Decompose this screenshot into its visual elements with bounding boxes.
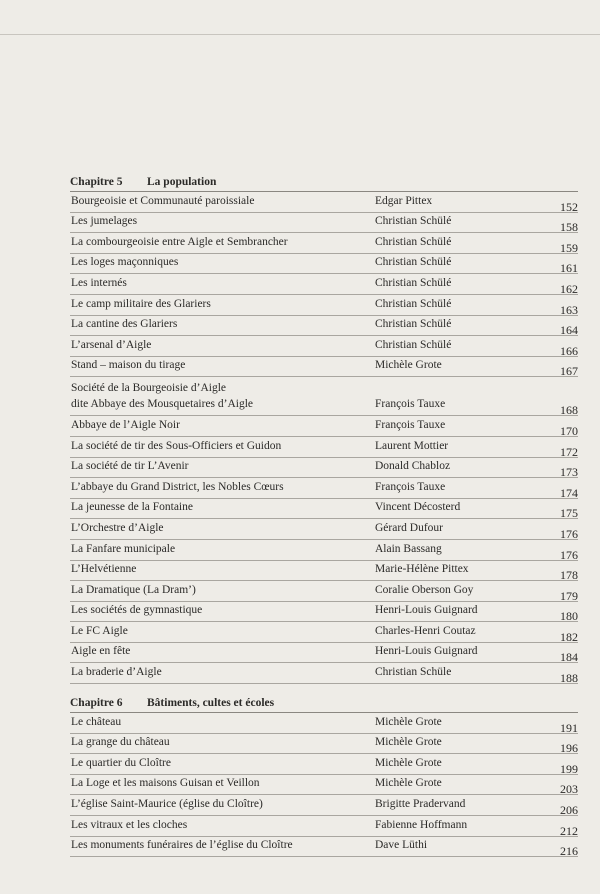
- entry-author: François Tauxe: [375, 480, 446, 493]
- entry-author: Charles-Henri Coutaz: [375, 624, 476, 637]
- entry-title: L’Orchestre d’Aigle: [71, 521, 164, 534]
- entry-title: Le quartier du Cloître: [71, 756, 171, 769]
- entry-page-number: 167: [560, 364, 578, 379]
- entry-page-number: 176: [560, 526, 578, 541]
- toc-entry: [70, 437, 578, 458]
- toc-entry: [70, 274, 578, 295]
- entry-page-number: 162: [560, 281, 578, 296]
- toc-entry: [70, 663, 578, 684]
- entry-title: Stand – maison du tirage: [71, 359, 186, 372]
- entry-page-number: 175: [560, 506, 578, 521]
- entry-page-number: 182: [560, 629, 578, 644]
- entry-title: La société de tir L’Avenir: [71, 460, 189, 473]
- entry-title: La Loge et les maisons Guisan et Veillon: [71, 777, 260, 790]
- entry-title: La société de tir des Sous-Officiers et Guidon: [71, 439, 282, 452]
- entry-page-number: 174: [560, 485, 578, 500]
- toc-entry: [70, 478, 578, 499]
- entry-title: Aigle en fête: [71, 645, 131, 658]
- toc-entry: [70, 316, 578, 337]
- entry-page-number: 184: [560, 650, 578, 665]
- entry-author: François Tauxe: [375, 418, 446, 431]
- chapter-title: Bâtiments, cultes et écoles: [147, 697, 275, 709]
- chapter-5-section: [70, 173, 578, 684]
- toc-entry: [70, 622, 578, 643]
- entry-author: Gérard Dufour: [375, 521, 444, 534]
- entry-title: Les monuments funéraires de l’église du Cloître: [71, 839, 293, 852]
- page-edge-line: [0, 34, 600, 35]
- toc-entry: [70, 254, 578, 275]
- entry-author: Michèle Grote: [375, 756, 442, 769]
- entry-title: L’Helvétienne: [71, 563, 137, 576]
- toc-entry: [70, 357, 578, 378]
- toc-entry: [70, 713, 578, 734]
- entry-author: Fabienne Hoffmann: [375, 818, 468, 831]
- entry-page-number: 163: [560, 302, 578, 317]
- entry-author: Brigitte Pradervand: [375, 797, 466, 810]
- entry-page-number: 173: [560, 465, 578, 480]
- entry-author: François Tauxe: [375, 398, 446, 411]
- toc-list: [70, 713, 578, 857]
- toc-entry: [70, 816, 578, 837]
- entry-author: Christian Schülé: [375, 297, 452, 310]
- entry-author: Christian Schülé: [375, 276, 452, 289]
- chapter-number: Chapitre 6: [70, 697, 123, 709]
- entry-page-number: 158: [560, 220, 578, 235]
- toc-entry: [70, 795, 578, 816]
- entry-author: Christian Schülé: [375, 215, 452, 228]
- chapter-heading: [70, 173, 578, 192]
- entry-page-number: 170: [560, 423, 578, 438]
- entry-title: L’abbaye du Grand District, les Nobles Cœurs: [71, 480, 284, 493]
- entry-page-number: 206: [560, 802, 578, 817]
- toc-entry: [70, 837, 578, 858]
- entry-page-number: 166: [560, 343, 578, 358]
- entry-title: Les sociétés de gymnastique: [71, 604, 203, 617]
- entry-page-number: 176: [560, 547, 578, 562]
- chapter-number: Chapitre 5: [70, 176, 123, 188]
- toc-entry: [70, 602, 578, 623]
- entry-page-number: 179: [560, 588, 578, 603]
- toc-entry: [70, 581, 578, 602]
- toc-entry: [70, 192, 578, 213]
- entry-author: Henri-Louis Guignard: [375, 604, 478, 617]
- entry-title: La jeunesse de la Fontaine: [71, 501, 193, 514]
- toc-list: [70, 192, 578, 684]
- entry-title: La grange du château: [71, 736, 170, 749]
- entry-page-number: 191: [560, 720, 578, 735]
- entry-title: Les loges maçonniques: [71, 256, 179, 269]
- toc-entry: [70, 213, 578, 234]
- entry-page-number: 203: [560, 782, 578, 797]
- entry-author: Dave Lüthi: [375, 839, 428, 852]
- entry-author: Coralie Oberson Goy: [375, 583, 474, 596]
- entry-author: Michèle Grote: [375, 715, 442, 728]
- entry-author: Christian Schülé: [375, 338, 452, 351]
- chapter-6-section: [70, 694, 578, 857]
- toc-entry: [70, 233, 578, 254]
- entry-title: Les jumelages: [71, 215, 138, 228]
- entry-page-number: 164: [560, 323, 578, 338]
- entry-author: Henri-Louis Guignard: [375, 645, 478, 658]
- entry-page-number: 168: [560, 403, 578, 418]
- entry-page-number: 172: [560, 444, 578, 459]
- toc-entry: [70, 416, 578, 437]
- entry-page-number: 216: [560, 844, 578, 859]
- toc-entry: [70, 561, 578, 582]
- entry-title: Les vitraux et les cloches: [71, 818, 188, 831]
- entry-title: Le château: [71, 715, 122, 728]
- entry-author: Michèle Grote: [375, 777, 442, 790]
- toc-entry: [70, 754, 578, 775]
- entry-title: Société de la Bourgeoisie d’Aigle dite Abbaye des Mousquetaires d’Aigle: [71, 382, 254, 411]
- entry-author: Michèle Grote: [375, 736, 442, 749]
- entry-title: L’arsenal d’Aigle: [71, 338, 152, 351]
- entry-page-number: 159: [560, 240, 578, 255]
- chapter-title: La population: [147, 176, 217, 188]
- entry-title: Le FC Aigle: [71, 624, 128, 637]
- toc-entry: [70, 336, 578, 357]
- entry-page-number: 180: [560, 609, 578, 624]
- entry-author: Christian Schülé: [375, 256, 452, 269]
- entry-author: Christian Schüle: [375, 666, 452, 679]
- entry-page-number: 152: [560, 199, 578, 214]
- entry-author: Christian Schülé: [375, 235, 452, 248]
- entry-page-number: 178: [560, 568, 578, 583]
- entry-title: Les internés: [71, 276, 127, 289]
- entry-page-number: 196: [560, 741, 578, 756]
- toc-entry: [70, 295, 578, 316]
- entry-title: La Fanfare municipale: [71, 542, 176, 555]
- toc-entry: [70, 734, 578, 755]
- entry-title: La combourgeoisie entre Aigle et Sembrancher: [71, 235, 288, 248]
- entry-title: Bourgeoisie et Communauté paroissiale: [71, 194, 255, 207]
- toc-entry: [70, 377, 578, 416]
- entry-author: Edgar Pittex: [375, 194, 433, 207]
- chapter-heading: [70, 694, 578, 713]
- entry-title: L’église Saint-Maurice (église du Cloître): [71, 797, 263, 810]
- entry-title: La braderie d’Aigle: [71, 666, 162, 679]
- entry-author: Laurent Mottier: [375, 439, 449, 452]
- entry-page-number: 199: [560, 761, 578, 776]
- toc-entry: [70, 643, 578, 664]
- entry-title: La cantine des Glariers: [71, 318, 178, 331]
- entry-title: Le camp militaire des Glariers: [71, 297, 211, 310]
- entry-title: Abbaye de l’Aigle Noir: [71, 418, 180, 431]
- entry-author: Vincent Décosterd: [375, 501, 461, 514]
- entry-author: Alain Bassang: [375, 542, 442, 555]
- toc-entry: [70, 458, 578, 479]
- entry-page-number: 161: [560, 261, 578, 276]
- entry-author: Christian Schülé: [375, 318, 452, 331]
- entry-author: Marie-Hélène Pittex: [375, 563, 469, 576]
- entry-author: Michèle Grote: [375, 359, 442, 372]
- entry-title: La Dramatique (La Dram’): [71, 583, 196, 596]
- entry-page-number: 188: [560, 671, 578, 686]
- toc-entry: [70, 519, 578, 540]
- entry-author: Donald Chabloz: [375, 460, 451, 473]
- toc-entry: [70, 540, 578, 561]
- entry-page-number: 212: [560, 823, 578, 838]
- toc-entry: [70, 775, 578, 796]
- toc-entry: [70, 499, 578, 520]
